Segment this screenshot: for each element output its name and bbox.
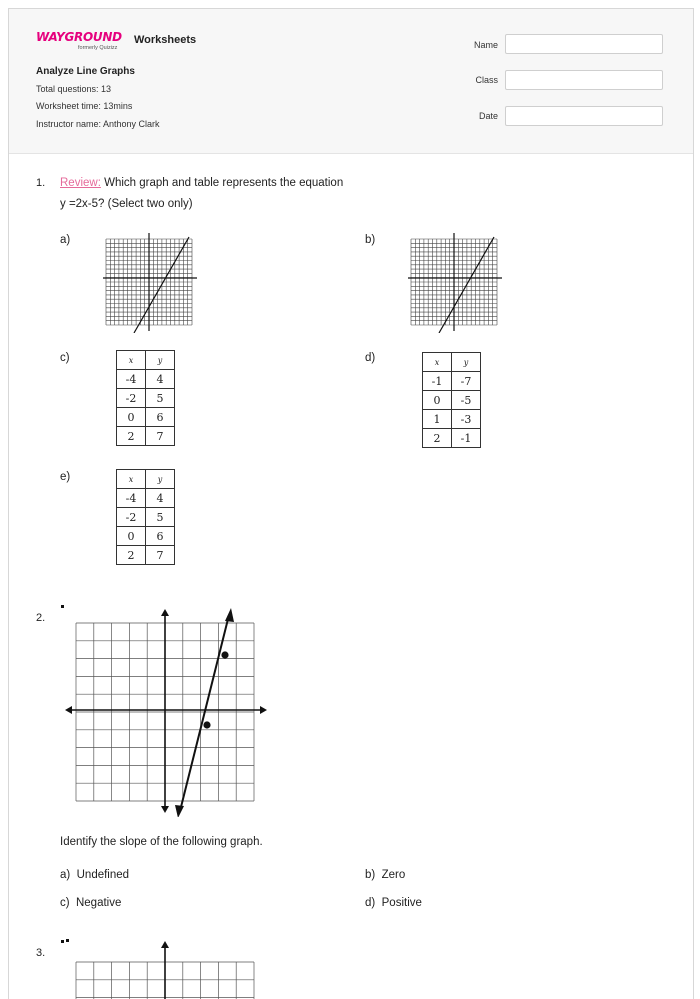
question-1-number: 1. bbox=[36, 177, 46, 189]
q2-graph bbox=[61, 605, 271, 817]
table-cell: 0 bbox=[423, 391, 452, 410]
class-field[interactable] bbox=[505, 70, 663, 90]
worksheet-title: Analyze Line Graphs bbox=[36, 66, 135, 77]
name-label: Name bbox=[473, 40, 498, 50]
q2-option-d-text: Positive bbox=[381, 897, 422, 909]
y-axis-arrow-down bbox=[161, 806, 169, 813]
question-1-line1: Which graph and table represents the equation bbox=[104, 177, 344, 189]
table-cell: -2 bbox=[117, 508, 146, 527]
date-field[interactable] bbox=[505, 106, 663, 126]
worksheet-header bbox=[9, 9, 693, 154]
table-row bbox=[423, 410, 481, 429]
table-cell: 2 bbox=[117, 427, 146, 446]
plotted-line bbox=[180, 615, 229, 811]
table-header-cell: x bbox=[117, 470, 146, 489]
table-header-cell: y bbox=[452, 353, 481, 372]
q2-option-b-letter: b) bbox=[365, 869, 376, 881]
plotted-line bbox=[134, 237, 189, 333]
logo-subtext: formerly Quizizz bbox=[78, 45, 118, 51]
table-row bbox=[117, 508, 175, 527]
x-axis-arrow-right bbox=[260, 706, 267, 714]
table-cell: -1 bbox=[452, 429, 481, 448]
table-cell: -3 bbox=[452, 410, 481, 429]
question-2-prompt: Identify the slope of the following graph. bbox=[60, 836, 263, 848]
instructor-name: Instructor name: Anthony Clark bbox=[36, 119, 160, 129]
table-cell: -1 bbox=[423, 372, 452, 391]
class-label: Class bbox=[475, 75, 498, 85]
y-axis-arrow-up bbox=[161, 609, 169, 616]
corner-mark bbox=[61, 940, 64, 943]
review-link[interactable]: Review: bbox=[60, 177, 101, 189]
q2-option-c-letter: c) bbox=[60, 897, 70, 909]
table-row bbox=[117, 546, 175, 565]
table-cell: 7 bbox=[146, 546, 175, 565]
q2-option-c[interactable] bbox=[60, 897, 121, 909]
total-questions: Total questions: 13 bbox=[36, 84, 112, 94]
table-cell: 5 bbox=[146, 389, 175, 408]
plotted-line bbox=[439, 237, 494, 333]
table-row bbox=[423, 429, 481, 448]
table-cell: -5 bbox=[452, 391, 481, 410]
corner-mark bbox=[66, 939, 69, 942]
q1-option-b-letter[interactable]: b) bbox=[365, 234, 376, 246]
table-cell: -4 bbox=[117, 489, 146, 508]
table-cell: 6 bbox=[146, 408, 175, 427]
x-axis-arrow-left bbox=[65, 706, 72, 714]
table-cell: -7 bbox=[452, 372, 481, 391]
plotted-point bbox=[203, 721, 210, 728]
line-arrow-up bbox=[225, 608, 234, 622]
question-1-text bbox=[60, 173, 343, 215]
corner-mark bbox=[61, 605, 64, 608]
question-2-number: 2. bbox=[36, 612, 46, 624]
table-cell: -2 bbox=[117, 389, 146, 408]
table-cell: 6 bbox=[146, 527, 175, 546]
worksheet-time: Worksheet time: 13mins bbox=[36, 101, 133, 111]
brand-worksheets-label: Worksheets bbox=[134, 34, 197, 46]
table-cell: 2 bbox=[117, 546, 146, 565]
table-cell: 0 bbox=[117, 527, 146, 546]
wayground-logo bbox=[36, 28, 122, 51]
table-row bbox=[117, 489, 175, 508]
q2-option-d-letter: d) bbox=[365, 897, 376, 909]
logo-wordmark: WAYGROUND bbox=[36, 30, 122, 44]
q2-option-b[interactable] bbox=[365, 869, 405, 881]
q1-option-a-graph bbox=[101, 231, 199, 333]
q2-option-d[interactable] bbox=[365, 897, 422, 909]
table-header-cell: x bbox=[423, 353, 452, 372]
q1-option-e-letter[interactable]: e) bbox=[60, 471, 71, 483]
table-cell: 0 bbox=[117, 408, 146, 427]
q1-option-c-letter[interactable]: c) bbox=[60, 352, 70, 364]
name-field[interactable] bbox=[505, 34, 663, 54]
table-cell: 5 bbox=[146, 508, 175, 527]
q2-option-b-text: Zero bbox=[381, 869, 406, 881]
table-cell: 7 bbox=[146, 427, 175, 446]
plotted-point bbox=[221, 651, 228, 658]
q1-option-e-table bbox=[116, 469, 175, 565]
table-row bbox=[117, 389, 175, 408]
table-cell: 4 bbox=[146, 370, 175, 389]
table-cell: 4 bbox=[146, 489, 175, 508]
q1-option-c-table bbox=[116, 350, 175, 446]
table-row bbox=[423, 372, 481, 391]
table-cell: 1 bbox=[423, 410, 452, 429]
table-cell: -4 bbox=[117, 370, 146, 389]
table-header-cell: x bbox=[117, 351, 146, 370]
table-row bbox=[117, 427, 175, 446]
q1-option-d-table bbox=[422, 352, 481, 448]
question-3-number: 3. bbox=[36, 947, 46, 959]
table-cell: 2 bbox=[423, 429, 452, 448]
line-arrow-down bbox=[175, 805, 184, 817]
q2-option-a-text: Undefined bbox=[76, 869, 130, 881]
question-1-line2: y =2x-5? (Select two only) bbox=[60, 198, 193, 210]
y-axis-arrow-up bbox=[161, 941, 169, 948]
q1-option-d-letter[interactable]: d) bbox=[365, 352, 376, 364]
q1-option-a-letter[interactable]: a) bbox=[60, 234, 71, 246]
table-row bbox=[117, 370, 175, 389]
table-row bbox=[117, 408, 175, 427]
q2-option-a[interactable] bbox=[60, 869, 129, 881]
q2-option-a-letter: a) bbox=[60, 869, 71, 881]
table-header-cell: y bbox=[146, 470, 175, 489]
q2-option-c-text: Negative bbox=[75, 897, 122, 909]
q1-option-b-graph bbox=[406, 231, 504, 333]
table-header-cell: y bbox=[146, 351, 175, 370]
table-row bbox=[423, 391, 481, 410]
table-row bbox=[117, 527, 175, 546]
date-label: Date bbox=[478, 111, 498, 121]
worksheet-page bbox=[8, 8, 694, 999]
